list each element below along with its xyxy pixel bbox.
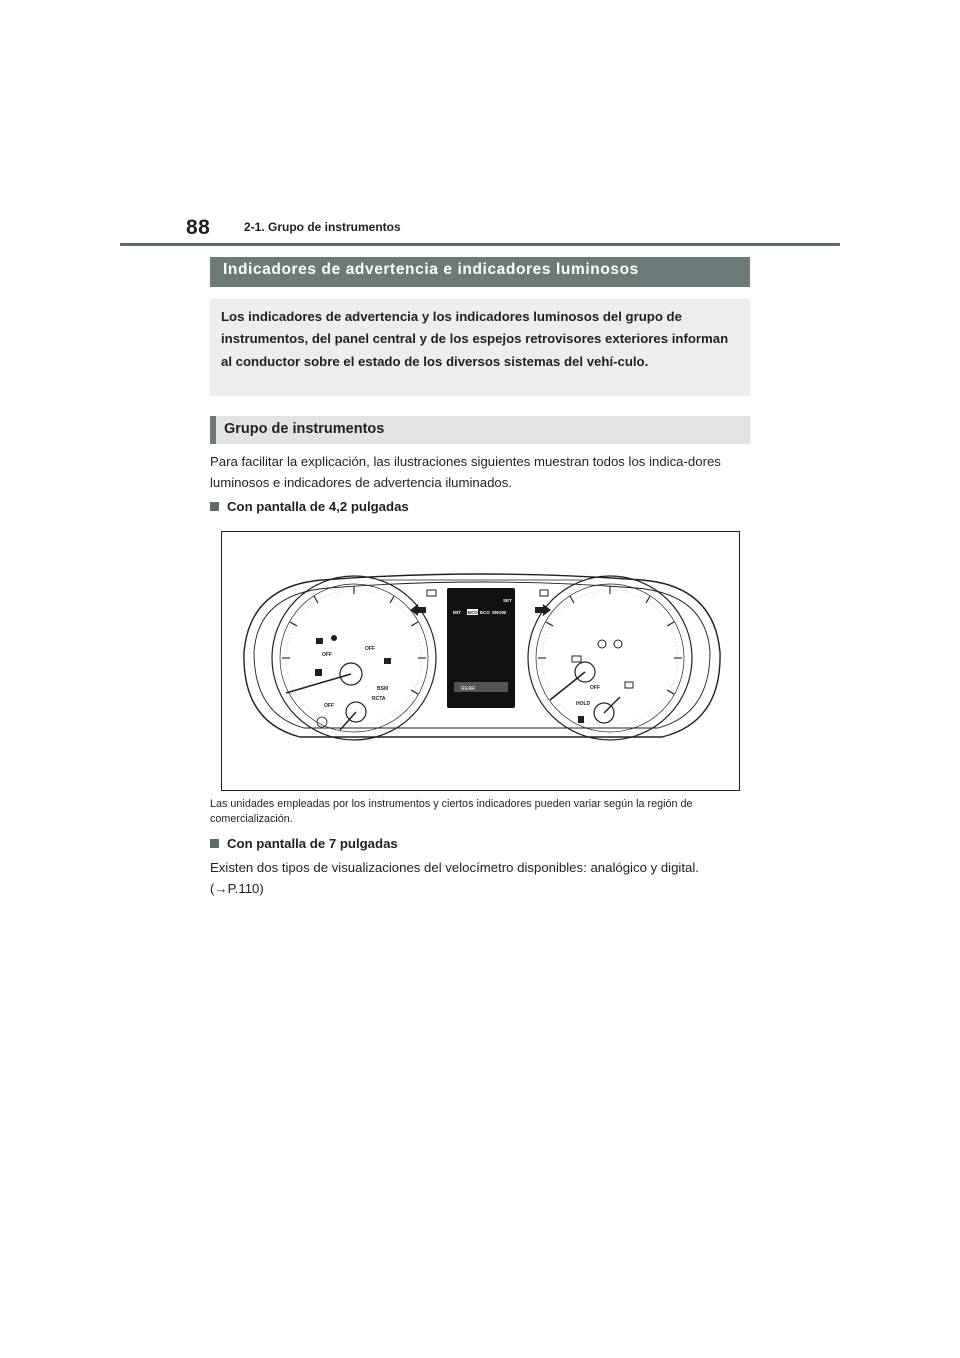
brake-warning-icon: [572, 656, 581, 662]
figure-caption: Las unidades empleadas por los instrumentos y ciertos indicadores pueden variar según la región de comercialización.: [210, 798, 693, 825]
left-off-label-2: OFF: [365, 646, 375, 652]
main-heading: Indicadores de advertencia e indicadores luminosos: [210, 257, 750, 287]
rear-label: REAR: [461, 686, 475, 692]
page-number: 88: [186, 216, 211, 239]
fog-light-icon: [540, 590, 548, 596]
imt-label: IMT: [453, 610, 461, 615]
snow-label: SNOW: [492, 610, 506, 615]
headlight-icon: [427, 590, 436, 596]
eco-badge-label: ECO: [468, 610, 478, 615]
bullet-square-icon: [210, 502, 219, 511]
steering-icon: [614, 640, 622, 648]
hold-label: HOLD: [576, 701, 591, 707]
left-off-label-3: OFF: [324, 703, 334, 709]
paragraph-explanation: Para facilitar la explicación, las ilustraciones siguientes muestran todos los indica-dores luminosos e indicadores de advertencia iluminados.: [210, 454, 721, 490]
engine-icon: [316, 638, 323, 644]
eco-mode-label: ECO: [480, 610, 490, 615]
bullet-heading-7: [210, 836, 398, 851]
parking-brake-icon: [598, 640, 606, 648]
bullet-heading-4-2: [210, 499, 409, 514]
rcta-label: RCTA: [372, 696, 386, 702]
left-gauge: [272, 576, 436, 740]
brake-hold-icon: [625, 682, 633, 688]
cluster-illustration: [222, 532, 739, 790]
bullet-heading-label: Con pantalla de 7 pulgadas: [227, 836, 398, 851]
battery-icon: [315, 669, 322, 676]
instrument-cluster-figure: [221, 531, 740, 791]
oil-icon: [331, 635, 337, 641]
intro-box: Los indicadores de advertencia y los indicadores luminosos del grupo de instrumentos, del panel central y de los espejos retrovisores exteriores informan al conductor sobre el estado de los diversos sistemas del vehí-culo.: [210, 299, 750, 396]
bullet-heading-label: Con pantalla de 4,2 pulgadas: [227, 499, 409, 514]
set-label: SET: [503, 598, 512, 603]
bullet-square-icon: [210, 839, 219, 848]
left-off-label-1: OFF: [322, 652, 332, 658]
sub-heading: Grupo de instrumentos: [210, 416, 750, 444]
lock-icon: [384, 658, 391, 664]
bsm-label: BSM: [377, 686, 389, 692]
section-title: 2-1. Grupo de instrumentos: [244, 220, 401, 234]
page-reference-link[interactable]: (→P.110): [210, 881, 264, 896]
paragraph-speedometer: [210, 857, 750, 899]
fuel-icon: [578, 716, 584, 723]
header-divider: [120, 243, 840, 246]
paragraph-speedometer-text: Existen dos tipos de visualizaciones del velocímetro disponibles: analógico y digital.: [210, 860, 699, 875]
right-off-label: OFF: [590, 685, 600, 691]
right-gauge: [528, 576, 692, 740]
